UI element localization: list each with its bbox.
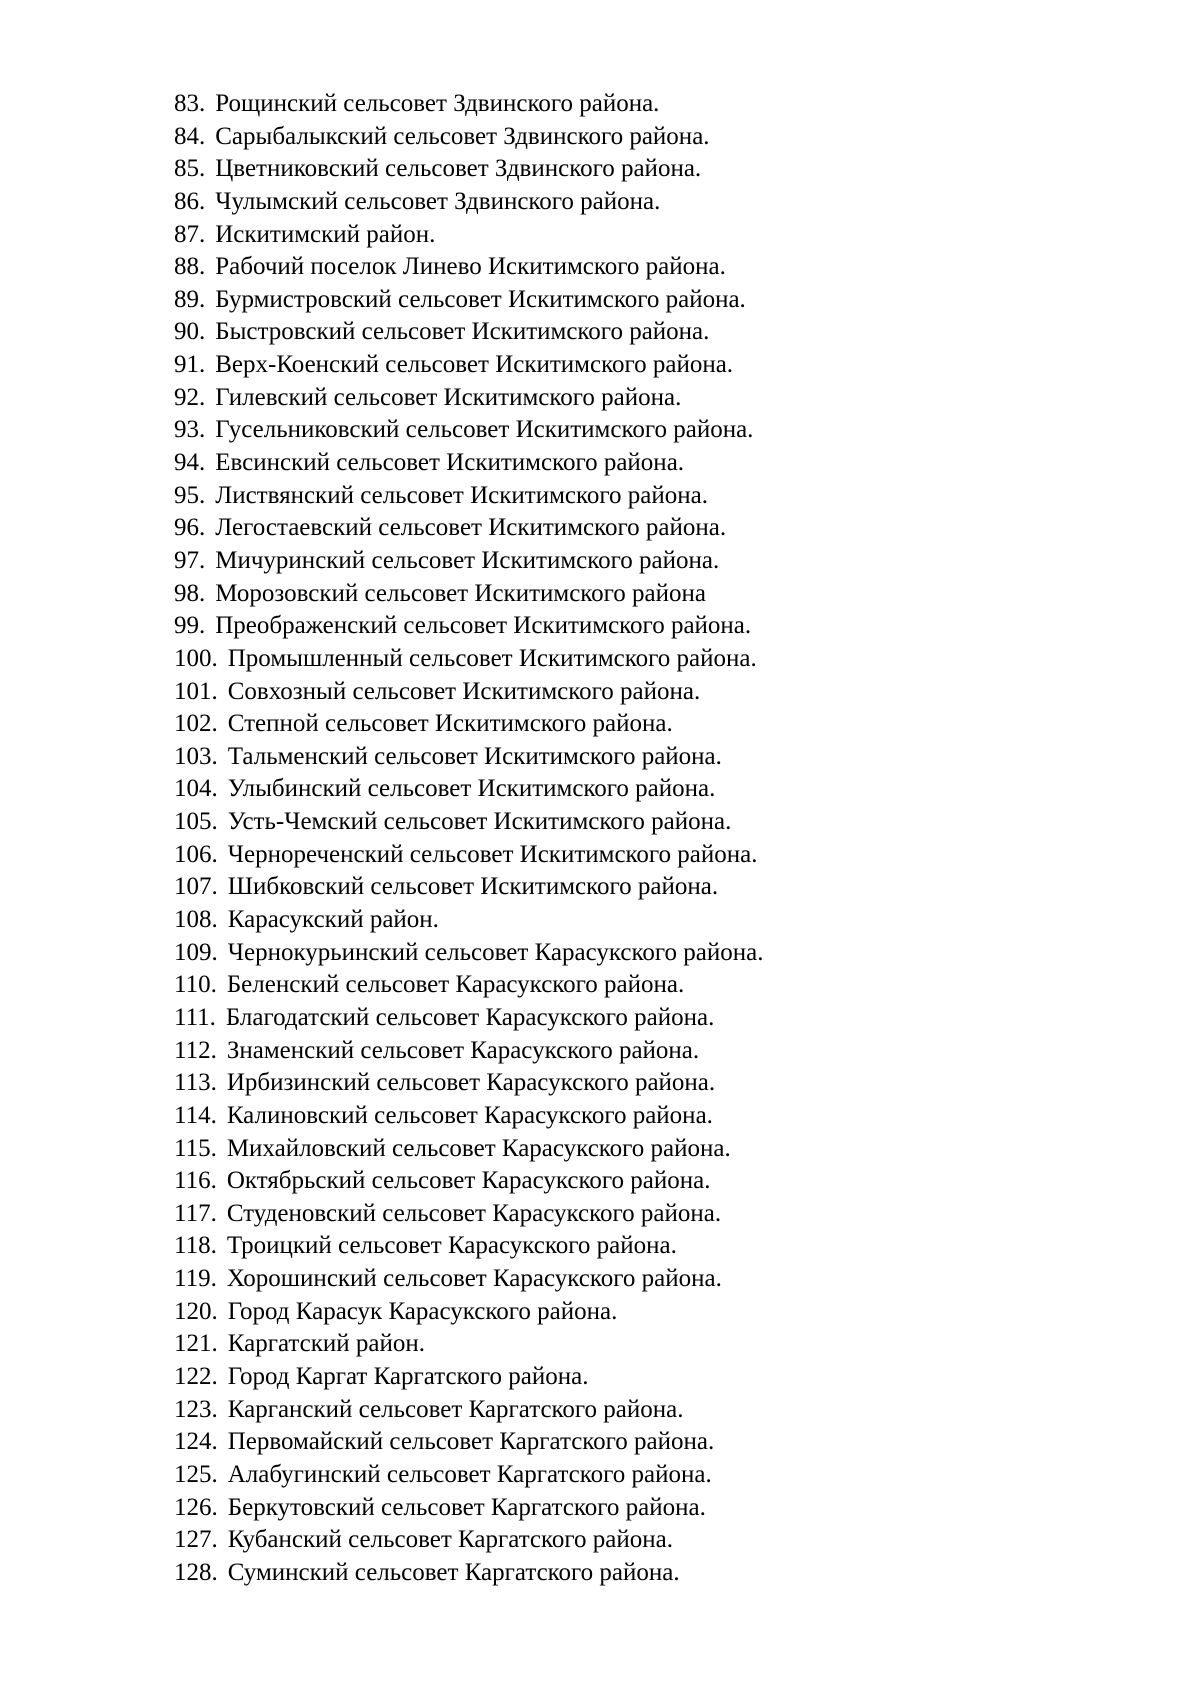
item-text: Суминский сельсовет Каргатского района. xyxy=(227,1558,680,1586)
item-text: Город Карасук Карасукского района. xyxy=(227,1297,618,1325)
list-item xyxy=(174,1328,763,1361)
item-text: Знаменский сельсовет Карасукского района. xyxy=(226,1036,700,1064)
item-number: 101. xyxy=(174,677,218,705)
item-text: Троицкий сельсовет Карасукского района. xyxy=(226,1232,677,1260)
municipality-list xyxy=(174,88,763,1589)
item-text: Преображенский сельсовет Искитимского района. xyxy=(215,612,752,640)
item-text: Мичуринский сельсовет Искитимского района. xyxy=(215,546,720,574)
item-text: Каргатский район. xyxy=(227,1330,425,1358)
item-text: Октябрьский сельсовет Карасукского района. xyxy=(226,1167,711,1195)
item-text: Город Каргат Каргатского района. xyxy=(227,1362,589,1390)
item-text: Быстровский сельсовет Искитимского района. xyxy=(215,318,710,346)
item-number: 90. xyxy=(174,318,206,346)
item-number: 102. xyxy=(174,710,218,738)
list-item xyxy=(174,512,763,545)
item-number: 84. xyxy=(174,122,206,150)
item-text: Карганский сельсовет Каргатского района. xyxy=(227,1395,684,1423)
list-item xyxy=(174,153,763,186)
item-text: Ирбизинский сельсовет Карасукского района. xyxy=(226,1069,716,1097)
list-item xyxy=(174,1394,763,1427)
item-text: Алабугинский сельсовет Каргатского района. xyxy=(227,1460,712,1488)
item-text: Легостаевский сельсовет Искитимского района. xyxy=(215,514,727,542)
item-text: Гилевский сельсовет Искитимского района. xyxy=(215,383,682,411)
item-text: Беленский сельсовет Карасукского района. xyxy=(226,971,685,999)
list-item xyxy=(174,871,763,904)
list-item xyxy=(174,349,763,382)
item-text: Морозовский сельсовет Искитимского района xyxy=(215,579,706,607)
list-item xyxy=(174,1002,763,1035)
list-item xyxy=(174,1296,763,1329)
item-number: 86. xyxy=(174,187,206,215)
item-number: 114. xyxy=(174,1101,217,1129)
list-item xyxy=(174,1459,763,1492)
item-text: Карасукский район. xyxy=(227,906,439,934)
item-number: 87. xyxy=(174,220,206,248)
item-number: 94. xyxy=(174,449,206,477)
item-number: 123. xyxy=(174,1395,218,1423)
list-item xyxy=(174,1100,763,1133)
list-item xyxy=(174,610,763,643)
item-number: 89. xyxy=(174,285,206,313)
list-item xyxy=(174,88,763,121)
item-number: 120. xyxy=(174,1297,218,1325)
list-item xyxy=(174,382,763,415)
list-item xyxy=(174,186,763,219)
list-item xyxy=(174,316,763,349)
item-number: 126. xyxy=(174,1493,218,1521)
list-item xyxy=(174,251,763,284)
item-number: 107. xyxy=(174,873,218,901)
item-number: 121. xyxy=(174,1330,218,1358)
item-number: 108. xyxy=(174,906,218,934)
list-item xyxy=(174,1524,763,1557)
list-item xyxy=(174,121,763,154)
list-item xyxy=(174,1165,763,1198)
list-item xyxy=(174,1133,763,1166)
item-number: 113. xyxy=(174,1069,217,1097)
item-text: Калиновский сельсовет Карасукского района. xyxy=(226,1101,713,1129)
item-text: Искитимский район. xyxy=(215,220,436,248)
item-text: Рабочий поселок Линево Искитимского района. xyxy=(215,253,726,281)
item-text: Листвянский сельсовет Искитимского района. xyxy=(215,481,708,509)
list-item xyxy=(174,1557,763,1590)
item-number: 96. xyxy=(174,514,206,542)
item-number: 127. xyxy=(174,1526,218,1554)
item-number: 116. xyxy=(174,1167,217,1195)
list-item xyxy=(174,447,763,480)
item-number: 103. xyxy=(174,742,218,770)
item-number: 100. xyxy=(174,644,218,672)
item-text: Улыбинский сельсовет Искитимского района. xyxy=(227,775,716,803)
list-item xyxy=(174,578,763,611)
item-number: 83. xyxy=(174,90,206,117)
item-number: 117. xyxy=(174,1199,217,1227)
item-number: 110. xyxy=(174,971,217,999)
item-text: Усть-Чемский сельсовет Искитимского района. xyxy=(227,808,732,836)
item-text: Чернореченский сельсовет Искитимского района. xyxy=(227,840,758,868)
item-text: Совхозный сельсовет Искитимского района. xyxy=(227,677,701,705)
list-item xyxy=(174,545,763,578)
item-text: Чулымский сельсовет Здвинского района. xyxy=(215,187,661,215)
item-text: Шибковский сельсовет Искитимского района. xyxy=(227,873,719,901)
item-number: 111. xyxy=(174,1003,216,1031)
item-number: 99. xyxy=(174,612,206,640)
list-item xyxy=(174,643,763,676)
list-item xyxy=(174,676,763,709)
item-number: 118. xyxy=(174,1232,217,1260)
item-text: Чернокурьинский сельсовет Карасукского района. xyxy=(227,938,764,966)
list-item xyxy=(174,1230,763,1263)
item-number: 92. xyxy=(174,383,206,411)
list-item xyxy=(174,1067,763,1100)
item-number: 97. xyxy=(174,546,206,574)
item-number: 106. xyxy=(174,840,218,868)
item-number: 95. xyxy=(174,481,206,509)
item-number: 88. xyxy=(174,253,206,281)
list-item xyxy=(174,773,763,806)
list-item xyxy=(174,1361,763,1394)
item-number: 85. xyxy=(174,155,206,183)
item-text: Верх-Коенский сельсовет Искитимского района. xyxy=(215,351,734,379)
list-item xyxy=(174,1263,763,1296)
item-number: 98. xyxy=(174,579,206,607)
item-number: 128. xyxy=(174,1558,218,1586)
item-number: 93. xyxy=(174,416,206,444)
list-item xyxy=(174,414,763,447)
item-text: Промышленный сельсовет Искитимского района. xyxy=(227,644,757,672)
item-number: 119. xyxy=(174,1265,217,1293)
item-text: Первомайский сельсовет Каргатского района. xyxy=(227,1428,715,1456)
list-item xyxy=(174,219,763,252)
item-text: Беркутовский сельсовет Каргатского района. xyxy=(227,1493,706,1521)
item-number: 109. xyxy=(174,938,218,966)
list-item xyxy=(174,1035,763,1068)
item-text: Степной сельсовет Искитимского района. xyxy=(227,710,673,738)
item-number: 115. xyxy=(174,1134,217,1162)
item-text: Рощинский сельсовет Здвинского района. xyxy=(215,90,660,117)
item-number: 124. xyxy=(174,1428,218,1456)
list-item xyxy=(174,1198,763,1231)
item-text: Цветниковский сельсовет Здвинского района. xyxy=(215,155,702,183)
item-text: Бурмистровский сельсовет Искитимского района. xyxy=(215,285,746,313)
list-item xyxy=(174,480,763,513)
item-number: 122. xyxy=(174,1362,218,1390)
item-text: Студеновский сельсовет Карасукского района. xyxy=(226,1199,722,1227)
item-number: 125. xyxy=(174,1460,218,1488)
item-number: 91. xyxy=(174,351,206,379)
item-text: Сарыбалыкский сельсовет Здвинского района. xyxy=(215,122,710,150)
item-text: Евсинский сельсовет Искитимского района. xyxy=(215,449,685,477)
list-item xyxy=(174,839,763,872)
list-item xyxy=(174,1492,763,1525)
list-item xyxy=(174,806,763,839)
item-text: Хорошинский сельсовет Карасукского района. xyxy=(226,1265,722,1293)
item-text: Благодатский сельсовет Карасукского района. xyxy=(225,1003,715,1031)
list-item xyxy=(174,937,763,970)
list-item xyxy=(174,1426,763,1459)
list-item xyxy=(174,969,763,1002)
item-text: Тальменский сельсовет Искитимского района. xyxy=(227,742,722,770)
item-number: 104. xyxy=(174,775,218,803)
item-text: Гусельниковский сельсовет Искитимского района. xyxy=(215,416,754,444)
item-text: Михайловский сельсовет Карасукского района. xyxy=(226,1134,731,1162)
item-number: 105. xyxy=(174,808,218,836)
list-item xyxy=(174,904,763,937)
list-item xyxy=(174,284,763,317)
item-number: 112. xyxy=(174,1036,217,1064)
list-item xyxy=(174,741,763,774)
item-text: Кубанский сельсовет Каргатского района. xyxy=(227,1526,673,1554)
list-item xyxy=(174,708,763,741)
